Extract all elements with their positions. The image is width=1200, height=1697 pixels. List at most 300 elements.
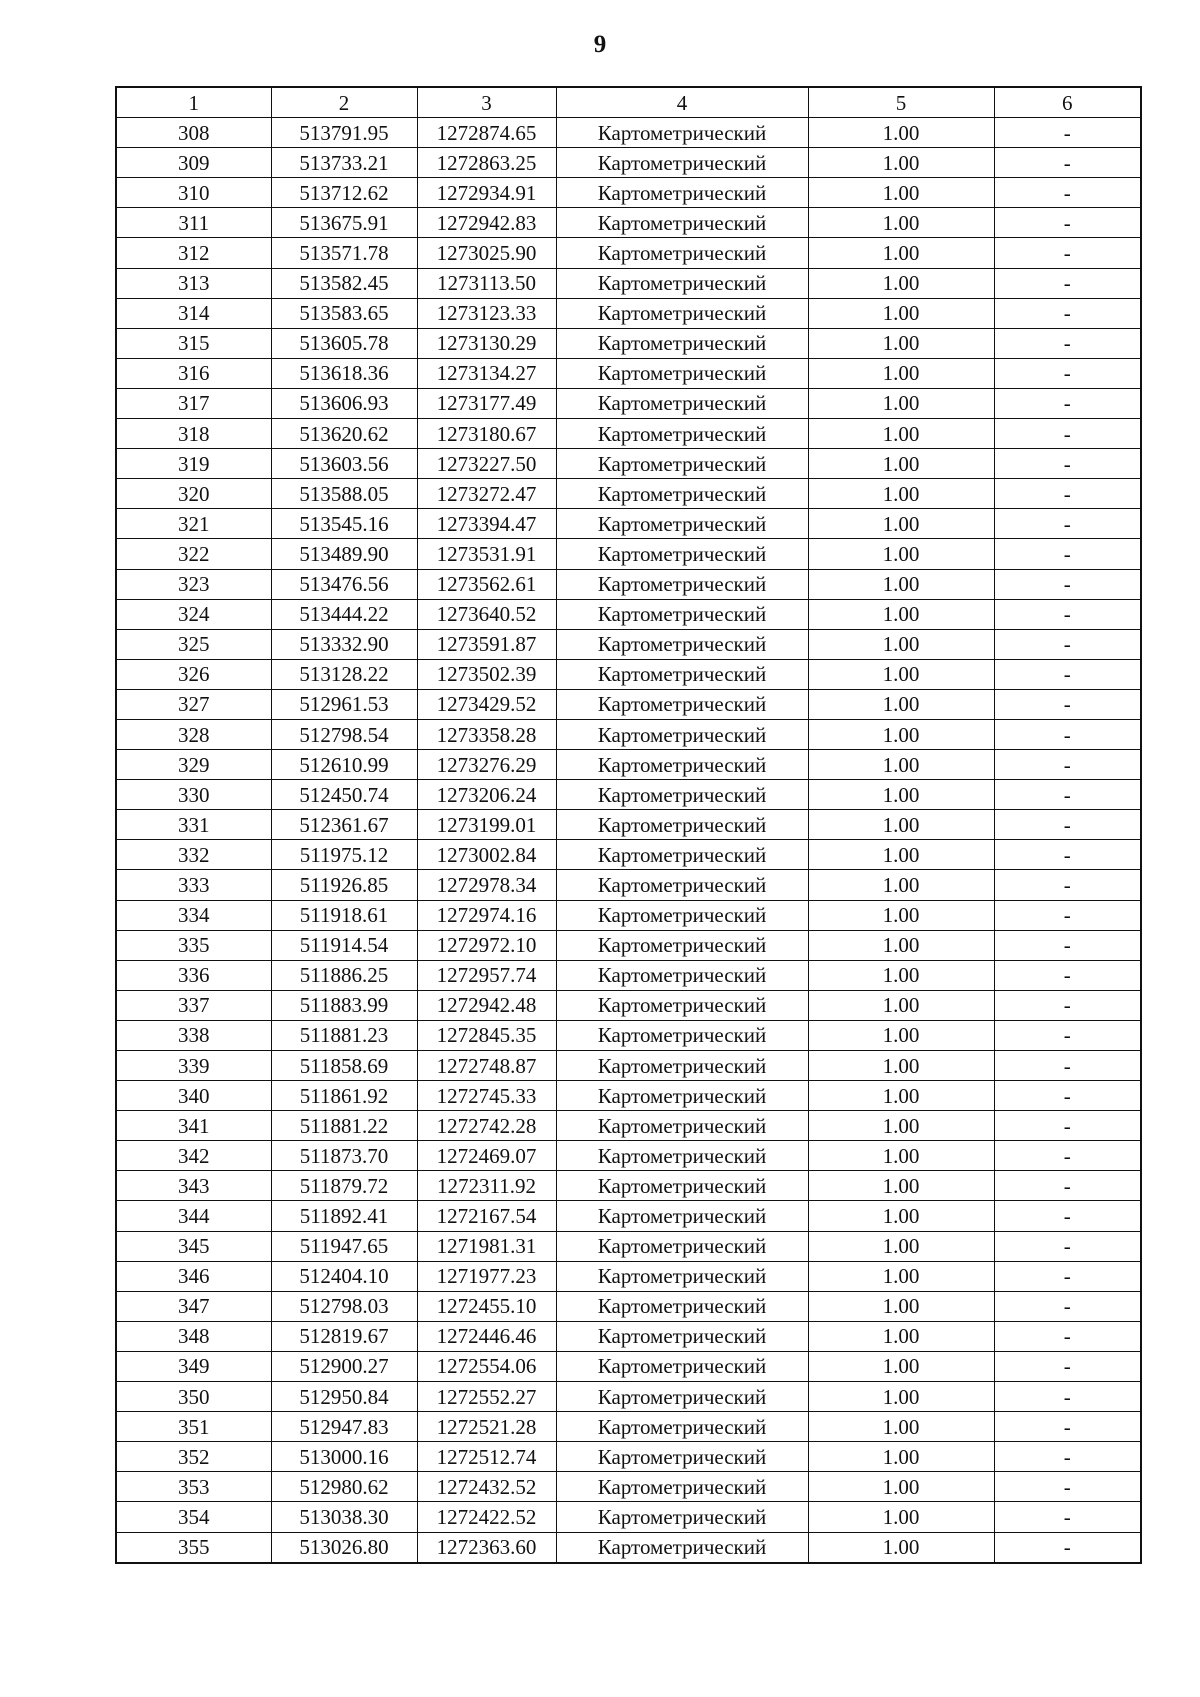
table-row <box>116 599 1141 629</box>
y-coordinate-cell: 1272974.16 <box>417 900 556 930</box>
point-number-cell: 315 <box>116 328 271 358</box>
method-cell: Картометрический <box>556 810 808 840</box>
y-coordinate-cell: 1271977.23 <box>417 1261 556 1291</box>
method-cell: Картометрический <box>556 1020 808 1050</box>
x-coordinate-cell: 513712.62 <box>271 178 417 208</box>
description-cell: - <box>994 1261 1141 1291</box>
point-number-cell: 343 <box>116 1171 271 1201</box>
method-cell: Картометрический <box>556 1201 808 1231</box>
accuracy-cell: 1.00 <box>808 930 994 960</box>
x-coordinate-cell: 513605.78 <box>271 328 417 358</box>
accuracy-cell: 1.00 <box>808 1502 994 1532</box>
description-cell: - <box>994 1081 1141 1111</box>
y-coordinate-cell: 1273206.24 <box>417 780 556 810</box>
description-cell: - <box>994 960 1141 990</box>
description-cell: - <box>994 1201 1141 1231</box>
description-cell: - <box>994 479 1141 509</box>
x-coordinate-cell: 512980.62 <box>271 1472 417 1502</box>
x-coordinate-cell: 511886.25 <box>271 960 417 990</box>
table-row <box>116 810 1141 840</box>
table-body <box>116 118 1141 1563</box>
table-row <box>116 629 1141 659</box>
table-row <box>116 1111 1141 1141</box>
description-cell: - <box>994 840 1141 870</box>
accuracy-cell: 1.00 <box>808 1532 994 1563</box>
description-cell: - <box>994 1020 1141 1050</box>
method-cell: Картометрический <box>556 960 808 990</box>
method-cell: Картометрический <box>556 569 808 599</box>
y-coordinate-cell: 1272363.60 <box>417 1532 556 1563</box>
x-coordinate-cell: 513675.91 <box>271 208 417 238</box>
description-cell: - <box>994 358 1141 388</box>
method-cell: Картометрический <box>556 719 808 749</box>
column-header-6: 6 <box>994 87 1141 118</box>
x-coordinate-cell: 513606.93 <box>271 388 417 418</box>
point-number-cell: 336 <box>116 960 271 990</box>
description-cell: - <box>994 1351 1141 1381</box>
description-cell: - <box>994 148 1141 178</box>
x-coordinate-cell: 513332.90 <box>271 629 417 659</box>
accuracy-cell: 1.00 <box>808 1291 994 1321</box>
point-number-cell: 324 <box>116 599 271 629</box>
table-row <box>116 1351 1141 1381</box>
method-cell: Картометрический <box>556 1261 808 1291</box>
x-coordinate-cell: 511881.22 <box>271 1111 417 1141</box>
description-cell: - <box>994 569 1141 599</box>
y-coordinate-cell: 1272942.83 <box>417 208 556 238</box>
table-row <box>116 449 1141 479</box>
point-number-cell: 334 <box>116 900 271 930</box>
point-number-cell: 335 <box>116 930 271 960</box>
description-cell: - <box>994 1382 1141 1412</box>
y-coordinate-cell: 1272455.10 <box>417 1291 556 1321</box>
accuracy-cell: 1.00 <box>808 268 994 298</box>
point-number-cell: 323 <box>116 569 271 599</box>
column-header-5: 5 <box>808 87 994 118</box>
method-cell: Картометрический <box>556 1171 808 1201</box>
method-cell: Картометрический <box>556 930 808 960</box>
table-row <box>116 1231 1141 1261</box>
description-cell: - <box>994 238 1141 268</box>
method-cell: Картометрический <box>556 780 808 810</box>
point-number-cell: 338 <box>116 1020 271 1050</box>
accuracy-cell: 1.00 <box>808 1472 994 1502</box>
table-row <box>116 509 1141 539</box>
x-coordinate-cell: 511883.99 <box>271 990 417 1020</box>
x-coordinate-cell: 513444.22 <box>271 599 417 629</box>
accuracy-cell: 1.00 <box>808 659 994 689</box>
table-header <box>116 87 1141 118</box>
table-row <box>116 388 1141 418</box>
y-coordinate-cell: 1273591.87 <box>417 629 556 659</box>
point-number-cell: 350 <box>116 1382 271 1412</box>
method-cell: Картометрический <box>556 328 808 358</box>
point-number-cell: 344 <box>116 1201 271 1231</box>
y-coordinate-cell: 1273123.33 <box>417 298 556 328</box>
x-coordinate-cell: 512798.03 <box>271 1291 417 1321</box>
y-coordinate-cell: 1272863.25 <box>417 148 556 178</box>
accuracy-cell: 1.00 <box>808 1020 994 1050</box>
y-coordinate-cell: 1272957.74 <box>417 960 556 990</box>
y-coordinate-cell: 1273180.67 <box>417 419 556 449</box>
method-cell: Картометрический <box>556 449 808 479</box>
y-coordinate-cell: 1273562.61 <box>417 569 556 599</box>
description-cell: - <box>994 1231 1141 1261</box>
x-coordinate-cell: 513618.36 <box>271 358 417 388</box>
accuracy-cell: 1.00 <box>808 750 994 780</box>
method-cell: Картометрический <box>556 1502 808 1532</box>
page-number: 9 <box>593 31 607 58</box>
point-number-cell: 326 <box>116 659 271 689</box>
accuracy-cell: 1.00 <box>808 1141 994 1171</box>
x-coordinate-cell: 512819.67 <box>271 1321 417 1351</box>
header-row <box>116 87 1141 118</box>
description-cell: - <box>994 719 1141 749</box>
y-coordinate-cell: 1273002.84 <box>417 840 556 870</box>
point-number-cell: 346 <box>116 1261 271 1291</box>
y-coordinate-cell: 1272748.87 <box>417 1051 556 1081</box>
table-row <box>116 419 1141 449</box>
point-number-cell: 340 <box>116 1081 271 1111</box>
method-cell: Картометрический <box>556 659 808 689</box>
accuracy-cell: 1.00 <box>808 509 994 539</box>
point-number-cell: 314 <box>116 298 271 328</box>
point-number-cell: 329 <box>116 750 271 780</box>
table-row <box>116 780 1141 810</box>
accuracy-cell: 1.00 <box>808 1201 994 1231</box>
y-coordinate-cell: 1272167.54 <box>417 1201 556 1231</box>
table-row <box>116 569 1141 599</box>
description-cell: - <box>994 1291 1141 1321</box>
description-cell: - <box>994 449 1141 479</box>
point-number-cell: 308 <box>116 118 271 148</box>
x-coordinate-cell: 513583.65 <box>271 298 417 328</box>
accuracy-cell: 1.00 <box>808 689 994 719</box>
y-coordinate-cell: 1273134.27 <box>417 358 556 388</box>
accuracy-cell: 1.00 <box>808 840 994 870</box>
point-number-cell: 333 <box>116 870 271 900</box>
x-coordinate-cell: 512950.84 <box>271 1382 417 1412</box>
x-coordinate-cell: 511918.61 <box>271 900 417 930</box>
table-row <box>116 238 1141 268</box>
y-coordinate-cell: 1273130.29 <box>417 328 556 358</box>
x-coordinate-cell: 513489.90 <box>271 539 417 569</box>
table-row <box>116 750 1141 780</box>
point-number-cell: 316 <box>116 358 271 388</box>
point-number-cell: 310 <box>116 178 271 208</box>
description-cell: - <box>994 930 1141 960</box>
table-row <box>116 479 1141 509</box>
method-cell: Картометрический <box>556 870 808 900</box>
accuracy-cell: 1.00 <box>808 780 994 810</box>
description-cell: - <box>994 1412 1141 1442</box>
x-coordinate-cell: 512900.27 <box>271 1351 417 1381</box>
accuracy-cell: 1.00 <box>808 1171 994 1201</box>
method-cell: Картометрический <box>556 358 808 388</box>
accuracy-cell: 1.00 <box>808 1321 994 1351</box>
point-number-cell: 345 <box>116 1231 271 1261</box>
x-coordinate-cell: 511892.41 <box>271 1201 417 1231</box>
description-cell: - <box>994 629 1141 659</box>
point-number-cell: 354 <box>116 1502 271 1532</box>
description-cell: - <box>994 1502 1141 1532</box>
accuracy-cell: 1.00 <box>808 810 994 840</box>
y-coordinate-cell: 1272874.65 <box>417 118 556 148</box>
point-number-cell: 341 <box>116 1111 271 1141</box>
point-number-cell: 322 <box>116 539 271 569</box>
table-row <box>116 358 1141 388</box>
method-cell: Картометрический <box>556 1472 808 1502</box>
description-cell: - <box>994 268 1141 298</box>
x-coordinate-cell: 511858.69 <box>271 1051 417 1081</box>
method-cell: Картометрический <box>556 900 808 930</box>
x-coordinate-cell: 513582.45 <box>271 268 417 298</box>
table-row <box>116 870 1141 900</box>
x-coordinate-cell: 513026.80 <box>271 1532 417 1563</box>
method-cell: Картометрический <box>556 1051 808 1081</box>
coordinates-table <box>115 86 1142 1564</box>
description-cell: - <box>994 1051 1141 1081</box>
description-cell: - <box>994 118 1141 148</box>
x-coordinate-cell: 513733.21 <box>271 148 417 178</box>
point-number-cell: 313 <box>116 268 271 298</box>
table-row <box>116 960 1141 990</box>
description-cell: - <box>994 990 1141 1020</box>
method-cell: Картометрический <box>556 148 808 178</box>
table-row <box>116 1412 1141 1442</box>
method-cell: Картометрический <box>556 1081 808 1111</box>
table-row <box>116 148 1141 178</box>
accuracy-cell: 1.00 <box>808 208 994 238</box>
method-cell: Картометрический <box>556 268 808 298</box>
description-cell: - <box>994 328 1141 358</box>
y-coordinate-cell: 1273227.50 <box>417 449 556 479</box>
point-number-cell: 309 <box>116 148 271 178</box>
column-header-3: 3 <box>417 87 556 118</box>
accuracy-cell: 1.00 <box>808 238 994 268</box>
x-coordinate-cell: 511879.72 <box>271 1171 417 1201</box>
point-number-cell: 348 <box>116 1321 271 1351</box>
description-cell: - <box>994 509 1141 539</box>
accuracy-cell: 1.00 <box>808 599 994 629</box>
description-cell: - <box>994 1321 1141 1351</box>
method-cell: Картометрический <box>556 990 808 1020</box>
accuracy-cell: 1.00 <box>808 1351 994 1381</box>
y-coordinate-cell: 1272554.06 <box>417 1351 556 1381</box>
method-cell: Картометрический <box>556 509 808 539</box>
description-cell: - <box>994 1171 1141 1201</box>
y-coordinate-cell: 1272432.52 <box>417 1472 556 1502</box>
accuracy-cell: 1.00 <box>808 870 994 900</box>
x-coordinate-cell: 512361.67 <box>271 810 417 840</box>
column-header-4: 4 <box>556 87 808 118</box>
column-header-1: 1 <box>116 87 271 118</box>
method-cell: Картометрический <box>556 1231 808 1261</box>
accuracy-cell: 1.00 <box>808 1081 994 1111</box>
description-cell: - <box>994 810 1141 840</box>
point-number-cell: 347 <box>116 1291 271 1321</box>
y-coordinate-cell: 1273177.49 <box>417 388 556 418</box>
table-row <box>116 900 1141 930</box>
x-coordinate-cell: 513038.30 <box>271 1502 417 1532</box>
description-cell: - <box>994 1442 1141 1472</box>
accuracy-cell: 1.00 <box>808 328 994 358</box>
table-row <box>116 1261 1141 1291</box>
method-cell: Картометрический <box>556 1351 808 1381</box>
point-number-cell: 331 <box>116 810 271 840</box>
x-coordinate-cell: 513620.62 <box>271 419 417 449</box>
x-coordinate-cell: 513476.56 <box>271 569 417 599</box>
x-coordinate-cell: 512610.99 <box>271 750 417 780</box>
accuracy-cell: 1.00 <box>808 1051 994 1081</box>
description-cell: - <box>994 539 1141 569</box>
description-cell: - <box>994 659 1141 689</box>
table-row <box>116 1141 1141 1171</box>
y-coordinate-cell: 1273640.52 <box>417 599 556 629</box>
point-number-cell: 349 <box>116 1351 271 1381</box>
y-coordinate-cell: 1273429.52 <box>417 689 556 719</box>
accuracy-cell: 1.00 <box>808 1231 994 1261</box>
method-cell: Картометрический <box>556 1442 808 1472</box>
accuracy-cell: 1.00 <box>808 148 994 178</box>
y-coordinate-cell: 1273502.39 <box>417 659 556 689</box>
table-row <box>116 268 1141 298</box>
accuracy-cell: 1.00 <box>808 1442 994 1472</box>
table-row <box>116 1051 1141 1081</box>
y-coordinate-cell: 1273199.01 <box>417 810 556 840</box>
x-coordinate-cell: 513000.16 <box>271 1442 417 1472</box>
table-row <box>116 1020 1141 1050</box>
table-row <box>116 539 1141 569</box>
description-cell: - <box>994 750 1141 780</box>
method-cell: Картометрический <box>556 539 808 569</box>
point-number-cell: 353 <box>116 1472 271 1502</box>
table-row <box>116 689 1141 719</box>
method-cell: Картометрический <box>556 1321 808 1351</box>
y-coordinate-cell: 1272521.28 <box>417 1412 556 1442</box>
method-cell: Картометрический <box>556 238 808 268</box>
point-number-cell: 355 <box>116 1532 271 1563</box>
method-cell: Картометрический <box>556 298 808 328</box>
description-cell: - <box>994 599 1141 629</box>
x-coordinate-cell: 511947.65 <box>271 1231 417 1261</box>
point-number-cell: 339 <box>116 1051 271 1081</box>
x-coordinate-cell: 512961.53 <box>271 689 417 719</box>
y-coordinate-cell: 1273358.28 <box>417 719 556 749</box>
description-cell: - <box>994 388 1141 418</box>
accuracy-cell: 1.00 <box>808 1382 994 1412</box>
x-coordinate-cell: 513588.05 <box>271 479 417 509</box>
point-number-cell: 352 <box>116 1442 271 1472</box>
point-number-cell: 318 <box>116 419 271 449</box>
point-number-cell: 330 <box>116 780 271 810</box>
accuracy-cell: 1.00 <box>808 178 994 208</box>
method-cell: Картометрический <box>556 750 808 780</box>
table-row <box>116 328 1141 358</box>
y-coordinate-cell: 1272512.74 <box>417 1442 556 1472</box>
method-cell: Картометрический <box>556 689 808 719</box>
x-coordinate-cell: 513571.78 <box>271 238 417 268</box>
table-row <box>116 1291 1141 1321</box>
point-number-cell: 320 <box>116 479 271 509</box>
table-row <box>116 208 1141 238</box>
accuracy-cell: 1.00 <box>808 358 994 388</box>
y-coordinate-cell: 1273113.50 <box>417 268 556 298</box>
x-coordinate-cell: 513128.22 <box>271 659 417 689</box>
x-coordinate-cell: 512798.54 <box>271 719 417 749</box>
y-coordinate-cell: 1272422.52 <box>417 1502 556 1532</box>
y-coordinate-cell: 1272978.34 <box>417 870 556 900</box>
accuracy-cell: 1.00 <box>808 388 994 418</box>
method-cell: Картометрический <box>556 118 808 148</box>
y-coordinate-cell: 1273394.47 <box>417 509 556 539</box>
x-coordinate-cell: 513545.16 <box>271 509 417 539</box>
point-number-cell: 332 <box>116 840 271 870</box>
point-number-cell: 317 <box>116 388 271 418</box>
y-coordinate-cell: 1272934.91 <box>417 178 556 208</box>
table-row <box>116 1442 1141 1472</box>
accuracy-cell: 1.00 <box>808 1111 994 1141</box>
accuracy-cell: 1.00 <box>808 1412 994 1442</box>
description-cell: - <box>994 419 1141 449</box>
point-number-cell: 311 <box>116 208 271 238</box>
method-cell: Картометрический <box>556 599 808 629</box>
accuracy-cell: 1.00 <box>808 419 994 449</box>
description-cell: - <box>994 689 1141 719</box>
table-row <box>116 840 1141 870</box>
accuracy-cell: 1.00 <box>808 900 994 930</box>
y-coordinate-cell: 1273272.47 <box>417 479 556 509</box>
table-row <box>116 1081 1141 1111</box>
accuracy-cell: 1.00 <box>808 960 994 990</box>
x-coordinate-cell: 512404.10 <box>271 1261 417 1291</box>
y-coordinate-cell: 1272469.07 <box>417 1141 556 1171</box>
description-cell: - <box>994 900 1141 930</box>
method-cell: Картометрический <box>556 1412 808 1442</box>
y-coordinate-cell: 1273276.29 <box>417 750 556 780</box>
point-number-cell: 321 <box>116 509 271 539</box>
point-number-cell: 319 <box>116 449 271 479</box>
y-coordinate-cell: 1272552.27 <box>417 1382 556 1412</box>
table-row <box>116 659 1141 689</box>
table-row <box>116 1502 1141 1532</box>
y-coordinate-cell: 1272742.28 <box>417 1111 556 1141</box>
x-coordinate-cell: 511914.54 <box>271 930 417 960</box>
accuracy-cell: 1.00 <box>808 479 994 509</box>
method-cell: Картометрический <box>556 1141 808 1171</box>
x-coordinate-cell: 512947.83 <box>271 1412 417 1442</box>
table-row <box>116 990 1141 1020</box>
method-cell: Картометрический <box>556 479 808 509</box>
x-coordinate-cell: 512450.74 <box>271 780 417 810</box>
accuracy-cell: 1.00 <box>808 569 994 599</box>
method-cell: Картометрический <box>556 1111 808 1141</box>
point-number-cell: 337 <box>116 990 271 1020</box>
y-coordinate-cell: 1272311.92 <box>417 1171 556 1201</box>
y-coordinate-cell: 1272446.46 <box>417 1321 556 1351</box>
accuracy-cell: 1.00 <box>808 298 994 328</box>
accuracy-cell: 1.00 <box>808 719 994 749</box>
table-row <box>116 1321 1141 1351</box>
accuracy-cell: 1.00 <box>808 118 994 148</box>
table-row <box>116 118 1141 148</box>
method-cell: Картометрический <box>556 419 808 449</box>
y-coordinate-cell: 1272942.48 <box>417 990 556 1020</box>
point-number-cell: 351 <box>116 1412 271 1442</box>
method-cell: Картометрический <box>556 1382 808 1412</box>
description-cell: - <box>994 208 1141 238</box>
description-cell: - <box>994 780 1141 810</box>
